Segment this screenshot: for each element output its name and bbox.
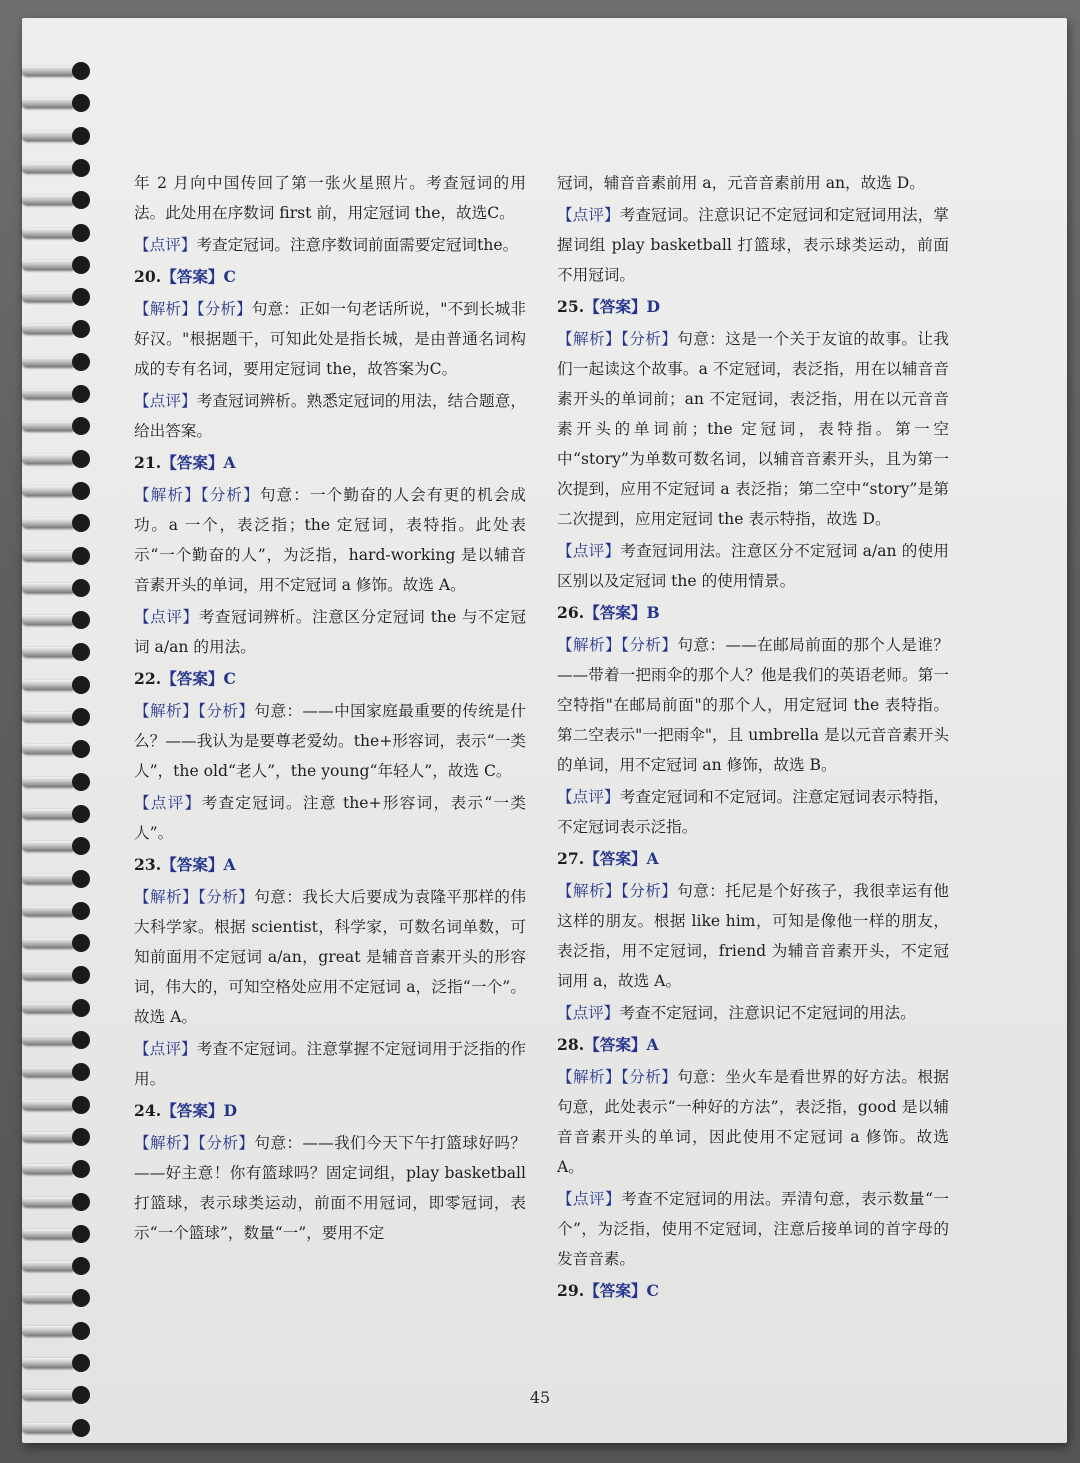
paragraph-text: 句意：正如一句老话所说，"不到长城非好汉。"根据题干，可知此处是指长城，是由普通名词构成的专有名词，要用定冠词 the，故答案为C。 [134, 300, 526, 378]
section-tag: 【答案】 [161, 1101, 224, 1120]
binding-ring [22, 1253, 94, 1279]
text-paragraph [134, 168, 526, 228]
section-tag: 【解析】【分析】 [557, 1068, 678, 1086]
comment-paragraph [557, 1184, 949, 1274]
paragraph-text: 考查不定冠词的用法。弄清句意，表示数量“一个”，为泛指，使用不定冠词，注意后接单词的首字母的发音音素。 [557, 1190, 949, 1268]
answer-letter: C [223, 267, 236, 286]
binding-ring [22, 866, 94, 892]
section-tag: 【点评】 [557, 206, 620, 224]
binding-ring [22, 58, 94, 84]
analysis-paragraph [557, 1062, 949, 1182]
binding-ring [22, 446, 94, 472]
answer-heading [557, 1030, 949, 1060]
analysis-paragraph [134, 1128, 526, 1248]
binding-ring [22, 704, 94, 730]
answer-heading [134, 262, 526, 292]
question-number: 20. [134, 267, 162, 286]
question-number: 26. [557, 603, 585, 622]
answer-letter: C [223, 669, 236, 688]
answer-heading [134, 1096, 526, 1126]
binding-ring [22, 284, 94, 310]
binding-ring [22, 995, 94, 1021]
answer-heading [134, 850, 526, 880]
paragraph-text: 句意：——我们今天下午打篮球好吗？——好主意！你有篮球吗？固定词组，play basketball 打篮球，表示球类运动，前面不用冠词，即零冠词，表示“一个篮球”，数量“一”，要用不定 [134, 1134, 526, 1242]
section-tag: 【点评】 [557, 1004, 620, 1022]
comment-paragraph [134, 1034, 526, 1094]
answer-letter: D [223, 1101, 238, 1120]
paragraph-text: 考查不定冠词。注意掌握不定冠词用于泛指的作用。 [134, 1040, 526, 1088]
binding-ring [22, 381, 94, 407]
paragraph-text: 考查定冠词。注意序数词前面需要定冠词the。 [196, 236, 519, 254]
paragraph-text: 句意：——中国家庭最重要的传统是什么？——我认为是要尊老爱幼。the+形容词，表示“一类人”，the old“老人”，the young“年轻人”，故选 C。 [134, 702, 526, 780]
analysis-paragraph [134, 882, 526, 1032]
binding-ring [22, 962, 94, 988]
binding-ring [22, 1124, 94, 1150]
binding-ring [22, 672, 94, 698]
binding-ring [22, 1350, 94, 1376]
analysis-paragraph [134, 480, 526, 600]
paragraph-text: 考查冠词辨析。注意区分定冠词 the 与不定冠词 a/an 的用法。 [134, 608, 526, 656]
paragraph-text: 考查冠词辨析。熟悉定冠词的用法，结合题意，给出答案。 [134, 392, 526, 440]
comment-paragraph [134, 788, 526, 848]
section-tag: 【点评】 [557, 542, 621, 560]
paragraph-text: 句意：一个勤奋的人会有更的机会成功。a 一个，表泛指；the 定冠词，表特指。此处表示“一个勤奋的人”，为泛指，hard-working 是以辅音音素开头的单词，用不定冠词 a 修饰。故选 A。 [134, 486, 526, 594]
binding-ring [22, 187, 94, 213]
binding-ring [22, 220, 94, 246]
analysis-paragraph [557, 630, 949, 780]
section-tag: 【点评】 [134, 236, 197, 254]
paragraph-text: 考查冠词。注意识记不定冠词和定冠词用法，掌握词组 play basketball 打篮球，表示球类运动，前面不用冠词。 [557, 206, 949, 284]
answer-heading [557, 844, 949, 874]
section-tag: 【答案】 [161, 669, 224, 688]
section-tag: 【点评】 [134, 794, 202, 812]
binding-ring [22, 316, 94, 342]
binding-ring [22, 413, 94, 439]
paragraph-text: 句意：托尼是个好孩子，我很幸运有他这样的朋友。根据 like him，可知是像他一样的朋友，表泛指，用不定冠词，friend 为辅音音素开头，不定冠词用 a，故选 A。 [557, 882, 949, 990]
binding-ring [22, 769, 94, 795]
binding-ring [22, 1156, 94, 1182]
binding-ring [22, 639, 94, 665]
page-number: 45 [529, 1388, 551, 1407]
binding-ring [22, 90, 94, 116]
binding-ring [22, 736, 94, 762]
comment-paragraph [557, 998, 949, 1028]
binding-ring [22, 1285, 94, 1311]
analysis-paragraph [134, 294, 526, 384]
binding-ring [22, 252, 94, 278]
answer-letter: A [223, 855, 236, 874]
section-tag: 【答案】 [161, 855, 224, 874]
section-tag: 【答案】 [584, 1035, 647, 1054]
answer-letter: A [223, 453, 236, 472]
spiral-binding [22, 58, 102, 1448]
section-tag: 【解析】【分析】 [134, 888, 255, 906]
comment-paragraph [557, 782, 949, 842]
paragraph-text: 考查不定冠词，注意识记不定冠词的用法。 [619, 1004, 916, 1022]
binding-ring [22, 155, 94, 181]
binding-ring [22, 123, 94, 149]
binding-ring [22, 1415, 94, 1441]
binding-ring [22, 607, 94, 633]
answer-letter: A [646, 1035, 659, 1054]
binding-ring [22, 478, 94, 504]
question-number: 22. [134, 669, 162, 688]
binding-ring [22, 833, 94, 859]
answer-letter: C [646, 1281, 659, 1300]
section-tag: 【解析】【分析】 [134, 702, 255, 720]
binding-ring [22, 1221, 94, 1247]
binding-ring [22, 1027, 94, 1053]
answer-heading [134, 448, 526, 478]
section-tag: 【点评】 [557, 1190, 622, 1208]
paragraph-text: 年 2 月向中国传回了第一张火星照片。考查冠词的用法。此处用在序数词 first 前，用定冠词 the，故选C。 [134, 174, 526, 222]
binding-ring [22, 510, 94, 536]
paragraph-text: 句意：我长大后要成为袁隆平那样的伟大科学家。根据 scientist，科学家，可数名词单数，可知前面用不定冠词 a/an，great 是辅音音素开头的形容词，伟大的，可知空格处应用不定冠词 a，泛指“一个”。故选 A。 [134, 888, 526, 1026]
binding-ring [22, 349, 94, 375]
question-number: 29. [557, 1281, 585, 1300]
paragraph-text: 句意：这是一个关于友谊的故事。让我们一起读这个故事。a 不定冠词，表泛指，用在以辅音音素开头的单词前；an 不定冠词，表泛指，用在以元音音素开头的单词前；the 定冠词，表特指。第一空中“story”为单数可数名词，以辅音音素开头，且为第一次提到，应用不定冠词 a 表泛指；第二空中“story”是第二次提到，应用定冠词 the 表示特指，故选 D。 [557, 330, 949, 528]
section-tag: 【点评】 [557, 788, 620, 806]
binding-ring [22, 1092, 94, 1118]
right-column [557, 168, 949, 1308]
section-tag: 【答案】 [584, 849, 647, 868]
binding-ring [22, 801, 94, 827]
question-number: 23. [134, 855, 162, 874]
binding-ring [22, 575, 94, 601]
section-tag: 【答案】 [584, 1281, 647, 1300]
answer-letter: A [646, 849, 659, 868]
comment-paragraph [134, 386, 526, 446]
question-number: 27. [557, 849, 585, 868]
comment-paragraph [134, 602, 526, 662]
answer-heading [134, 664, 526, 694]
section-tag: 【点评】 [134, 392, 197, 410]
binding-ring [22, 898, 94, 924]
binding-ring [22, 1059, 94, 1085]
answer-heading [557, 292, 949, 322]
question-number: 28. [557, 1035, 585, 1054]
question-number: 24. [134, 1101, 162, 1120]
comment-paragraph [134, 230, 526, 260]
section-tag: 【解析】【分析】 [557, 636, 678, 654]
paragraph-text: 冠词，辅音音素前用 a，元音音素前用 an，故选 D。 [557, 174, 925, 192]
binding-ring [22, 930, 94, 956]
section-tag: 【解析】【分析】 [557, 882, 678, 900]
section-tag: 【答案】 [584, 603, 647, 622]
question-number: 21. [134, 453, 162, 472]
section-tag: 【点评】 [134, 1040, 197, 1058]
comment-paragraph [557, 200, 949, 290]
comment-paragraph [557, 536, 949, 596]
section-tag: 【答案】 [161, 267, 224, 286]
section-tag: 【解析】【分析】 [557, 330, 678, 348]
section-tag: 【点评】 [134, 608, 199, 626]
section-tag: 【答案】 [584, 297, 647, 316]
section-tag: 【解析】【分析】 [134, 1134, 255, 1152]
section-tag: 【解析】【分析】 [134, 300, 252, 318]
analysis-paragraph [557, 324, 949, 534]
paragraph-text: 句意：——在邮局前面的那个人是谁？——带着一把雨伞的那个人？他是我们的英语老师。第一空特指"在邮局前面"的那个人，用定冠词 the 表特指。第二空表示"一把雨伞"，且 umbrella 是以元音音素开头的单词，用不定冠词 an 修饰，故选 B。 [557, 636, 949, 774]
answer-letter: B [646, 603, 660, 622]
binding-ring [22, 1189, 94, 1215]
answer-heading [557, 598, 949, 628]
paragraph-text: 句意：坐火车是看世界的好方法。根据句意，此处表示“一种好的方法”，表泛指，good 是以辅音音素开头的单词，因此使用不定冠词 a 修饰。故选 A。 [557, 1068, 949, 1176]
analysis-paragraph [557, 876, 949, 996]
analysis-paragraph [134, 696, 526, 786]
text-paragraph [557, 168, 949, 198]
answer-heading [557, 1276, 949, 1306]
question-number: 25. [557, 297, 585, 316]
answer-letter: D [646, 297, 661, 316]
paragraph-text: 考查定冠词和不定冠词。注意定冠词表示特指，不定冠词表示泛指。 [557, 788, 949, 836]
paragraph-text: 考查冠词用法。注意区分不定冠词 a/an 的使用区别以及定冠词 the 的使用情景。 [557, 542, 949, 590]
binding-ring [22, 1318, 94, 1344]
binding-ring [22, 543, 94, 569]
left-column [134, 168, 526, 1250]
section-tag: 【解析】【分析】 [134, 486, 260, 504]
section-tag: 【答案】 [161, 453, 224, 472]
paragraph-text: 考查定冠词。注意 the+形容词，表示“一类人”。 [134, 794, 526, 842]
